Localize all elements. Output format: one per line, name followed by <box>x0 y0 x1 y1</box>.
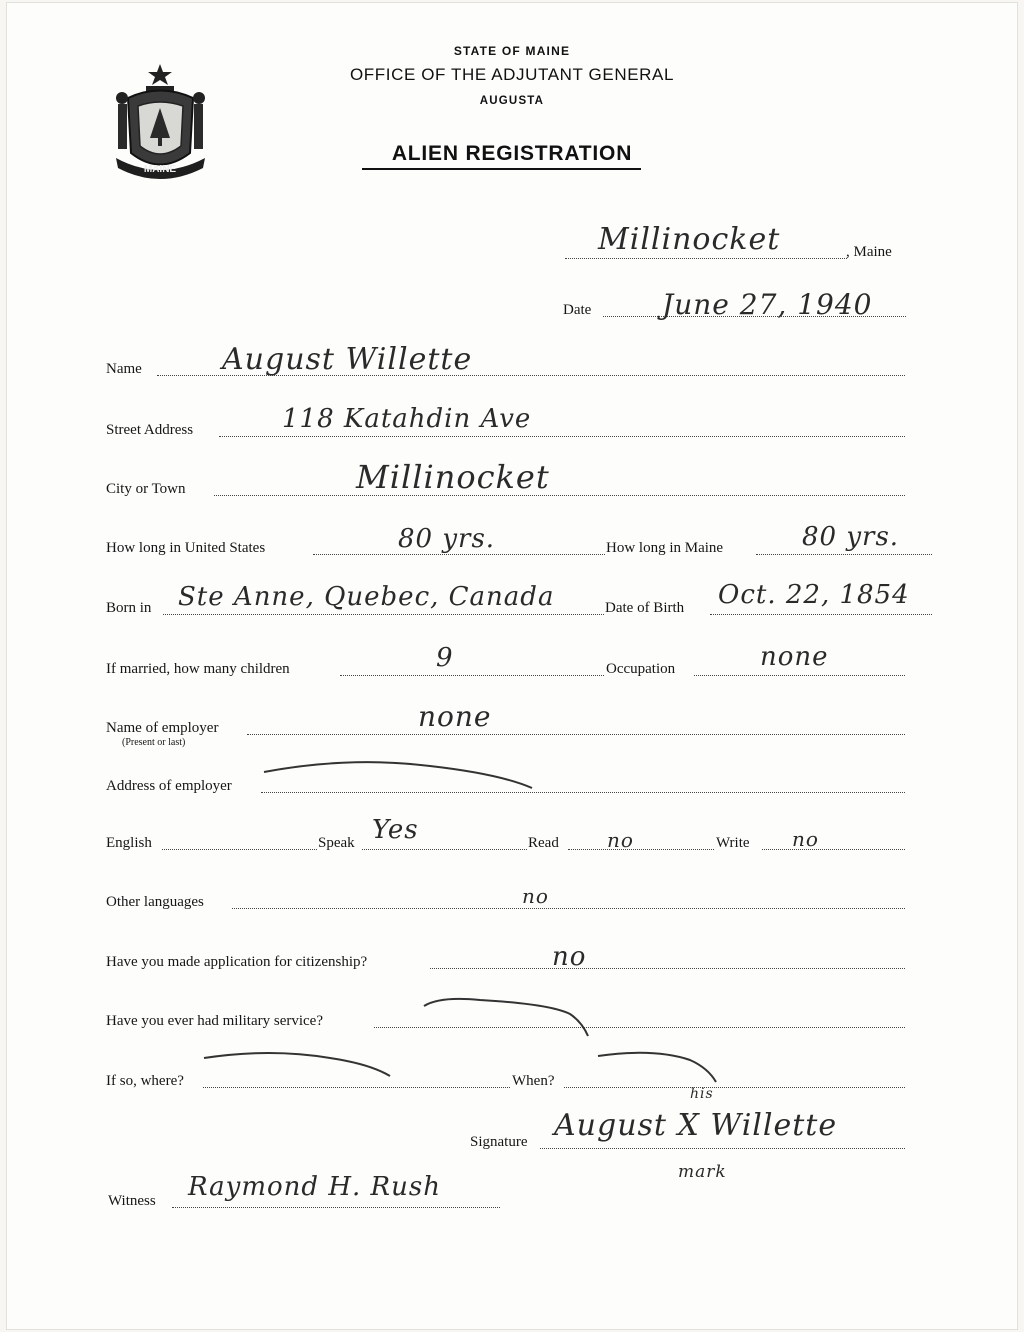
name-value[interactable]: August Willette <box>222 342 473 377</box>
when-line <box>564 1087 905 1088</box>
other-languages-value[interactable]: no <box>522 884 549 908</box>
city-line <box>214 495 905 496</box>
header-state: STATE OF MAINE <box>453 44 571 58</box>
read-line <box>568 849 714 850</box>
employer-address-dash <box>260 758 540 792</box>
how-long-us-line <box>313 554 605 555</box>
how-long-us-label: How long in United States <box>106 540 266 556</box>
employer-label: Name of employer <box>106 720 219 736</box>
where-dash <box>200 1050 400 1082</box>
date-value[interactable]: June 27, 1940 <box>662 288 873 321</box>
maine-label: , Maine <box>846 244 892 260</box>
signature-value[interactable]: August X Willette <box>554 1108 838 1143</box>
town-value[interactable]: Millinocket <box>598 222 781 257</box>
occupation-label: Occupation <box>606 661 676 677</box>
children-line <box>340 675 604 676</box>
name-label: Name <box>106 361 142 377</box>
born-in-label: Born in <box>106 600 152 616</box>
citizenship-value[interactable]: no <box>552 942 587 972</box>
employer-value[interactable]: none <box>418 700 492 733</box>
title-underline <box>362 168 641 170</box>
how-long-maine-value[interactable]: 80 yrs. <box>802 522 900 552</box>
when-label: When? <box>512 1073 555 1089</box>
signature-line <box>540 1148 905 1149</box>
write-value[interactable]: no <box>792 827 819 851</box>
employer-address-label: Address of employer <box>106 778 232 794</box>
speak-line <box>362 849 527 850</box>
signature-label: Signature <box>470 1134 528 1150</box>
dob-label: Date of Birth <box>605 600 685 616</box>
speak-value[interactable]: Yes <box>372 815 419 845</box>
write-line <box>762 849 905 850</box>
write-label: Write <box>716 835 750 851</box>
how-long-us-value[interactable]: 80 yrs. <box>398 524 496 554</box>
children-label: If married, how many children <box>106 661 290 677</box>
street-value[interactable]: 118 Katahdin Ave <box>282 404 532 434</box>
how-long-maine-label: How long in Maine <box>606 540 724 556</box>
town-line <box>565 258 847 259</box>
occupation-line <box>694 675 905 676</box>
read-value[interactable]: no <box>607 828 634 852</box>
street-line <box>219 436 905 437</box>
street-label: Street Address <box>106 422 194 438</box>
speak-label: Speak <box>318 835 355 851</box>
read-label: Read <box>528 835 559 851</box>
citizenship-label: Have you made application for citizenship? <box>106 954 368 970</box>
dob-line <box>710 614 932 615</box>
city-label: City or Town <box>106 481 186 497</box>
form-title: ALIEN REGISTRATION <box>391 142 633 165</box>
city-value[interactable]: Millinocket <box>356 458 550 496</box>
how-long-maine-line <box>756 554 932 555</box>
other-languages-line <box>232 908 905 909</box>
where-label: If so, where? <box>106 1073 184 1089</box>
where-line <box>203 1087 510 1088</box>
born-in-value[interactable]: Ste Anne, Quebec, Canada <box>178 582 555 612</box>
employer-note: (Present or last) <box>122 737 186 748</box>
date-label: Date <box>563 302 592 318</box>
signature-mark: mark <box>678 1162 727 1182</box>
citizenship-line <box>430 968 905 969</box>
military-dash <box>420 992 600 1042</box>
signature-his: his <box>690 1086 714 1102</box>
when-dash <box>594 1050 724 1086</box>
english-line <box>162 849 317 850</box>
military-label: Have you ever had military service? <box>106 1013 323 1029</box>
other-languages-label: Other languages <box>106 894 204 910</box>
witness-label: Witness <box>108 1193 156 1209</box>
employer-address-line <box>261 792 905 793</box>
occupation-value[interactable]: none <box>760 642 829 672</box>
seal-banner-text: MAINE <box>143 164 177 175</box>
english-label: English <box>106 835 152 851</box>
header-city: AUGUSTA <box>479 95 545 107</box>
header-office: OFFICE OF THE ADJUTANT GENERAL <box>349 65 675 84</box>
witness-line <box>172 1207 500 1208</box>
witness-value[interactable]: Raymond H. Rush <box>188 1172 441 1202</box>
born-in-line <box>163 614 604 615</box>
employer-line <box>247 734 905 735</box>
children-value[interactable]: 9 <box>436 643 454 673</box>
dob-value[interactable]: Oct. 22, 1854 <box>718 580 910 610</box>
